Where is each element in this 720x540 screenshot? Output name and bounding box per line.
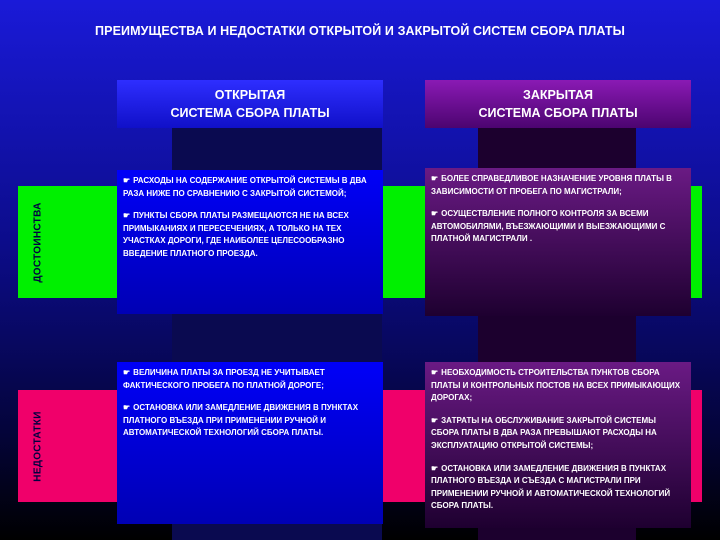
- list-item: [431, 208, 685, 246]
- list-item-text: ОСТАНОВКА ИЛИ ЗАМЕДЛЕНИЕ ДВИЖЕНИЯ В ПУНКТАХ ПЛАТНОГО ВЪЕЗДА И СЪЕЗДА С МАГИСТРАЛИ ПРИ ПРИМЕНЕНИИ РУЧНОЙ И АВТОМАТИЧЕСКОЙ ТЕХНОЛОГИЙ СБОРА ПЛАТЫ.: [431, 463, 671, 511]
- closed-column-connector: [478, 126, 636, 170]
- pointing-hand-icon: ☛: [123, 211, 131, 221]
- list-item-text: ЗАТРАТЫ НА ОБСЛУЖИВАНИЕ ЗАКРЫТОЙ СИСТЕМЫ СБОРА ПЛАТЫ В ДВА РАЗА ПРЕВЫШАЮТ РАСХОДЫ НА ЭКСПЛУАТАЦИЮ ОТКРЫТОЙ СИСТЕМЫ;: [431, 415, 657, 450]
- list-item-text: ОСУЩЕСТВЛЕНИЕ ПОЛНОГО КОНТРОЛЯ ЗА ВСЕМИ АВТОМОБИЛЯМИ, ВЪЕЗЖАЮЩИМИ И ВЫЕЗЖАЮЩИМИ С ПЛАТНОЙ МАГИСТРАЛИ .: [431, 209, 666, 244]
- closed-system-title: ЗАКРЫТАЯ: [523, 88, 593, 102]
- pointing-hand-icon: ☛: [123, 403, 131, 413]
- list-item: [123, 210, 377, 260]
- open-column-connector: [172, 126, 382, 170]
- list-item-text: НЕОБХОДИМОСТЬ СТРОИТЕЛЬСТВА ПУНКТОВ СБОРА ПЛАТЫ И КОНТРОЛЬНЫХ ПОСТОВ НА ВСЕХ ПРИМЫКАЮЩИХ ДОРОГАХ;: [431, 368, 681, 403]
- open-system-header: [117, 80, 383, 128]
- list-item-text: ОСТАНОВКА ИЛИ ЗАМЕДЛЕНИЕ ДВИЖЕНИЯ В ПУНКТАХ ПЛАТНОГО ВЪЕЗДА ПРИ ПРИМЕНЕНИИ РУЧНОЙ И АВТОМАТИЧЕСКОЙ ТЕХНОЛОГИЙ СБОРА ПЛАТЫ.: [123, 403, 359, 438]
- closed-advantages-box: [425, 168, 691, 316]
- list-item: [123, 367, 377, 392]
- list-item: [123, 175, 377, 200]
- closed-disadvantages-box: [425, 362, 691, 528]
- open-system-subtitle: СИСТЕМА СБОРА ПЛАТЫ: [170, 106, 330, 120]
- pointing-hand-icon: ☛: [431, 368, 439, 377]
- closed-system-header: [425, 80, 691, 128]
- list-item: [123, 402, 377, 440]
- advantages-label: ДОСТОИНСТВА: [32, 201, 44, 283]
- open-disadvantages-box: [117, 362, 383, 524]
- list-item: [431, 173, 685, 198]
- open-column-connector: [172, 524, 382, 540]
- list-item-text: БОЛЕЕ СПРАВЕДЛИВОЕ НАЗНАЧЕНИЕ УРОВНЯ ПЛАТЫ В ЗАВИСИМОСТИ ОТ ПРОБЕГА ПО МАГИСТРАЛИ;: [431, 174, 672, 196]
- disadvantages-label-container: [20, 390, 56, 502]
- list-item-text: РАСХОДЫ НА СОДЕРЖАНИЕ ОТКРЫТОЙ СИСТЕМЫ В ДВА РАЗА НИЖЕ ПО СРАВНЕНИЮ С ЗАКРЫТОЙ СИСТЕМОЙ;: [123, 176, 367, 198]
- slide-title: ПРЕИМУЩЕСТВА И НЕДОСТАТКИ ОТКРЫТОЙ И ЗАКРЫТОЙ СИСТЕМ СБОРА ПЛАТЫ: [95, 24, 625, 38]
- list-item: [431, 367, 685, 405]
- pointing-hand-icon: ☛: [123, 176, 131, 185]
- list-item: [431, 463, 685, 513]
- pointing-hand-icon: ☛: [123, 368, 131, 377]
- disadvantages-label: НЕДОСТАТКИ: [32, 410, 44, 482]
- closed-system-subtitle: СИСТЕМА СБОРА ПЛАТЫ: [478, 106, 638, 120]
- pointing-hand-icon: ☛: [431, 174, 439, 183]
- pointing-hand-icon: ☛: [431, 209, 439, 219]
- list-item-text: ПУНКТЫ СБОРА ПЛАТЫ РАЗМЕЩАЮТСЯ НЕ НА ВСЕХ ПРИМЫКАНИЯХ И ПЕРЕСЕЧЕНИЯХ, А ТОЛЬКО НА ТЕХ УЧАСТКАХ ДОРОГИ, ГДЕ НАИБОЛЕЕ ЦЕЛЕСООБРАЗНО ВВЕДЕНИЕ ПЛАТНОГО ПРОЕЗДА.: [123, 211, 349, 258]
- closed-column-connector: [478, 314, 636, 362]
- list-item: [431, 415, 685, 453]
- open-advantages-box: [117, 170, 383, 314]
- open-system-title: ОТКРЫТАЯ: [214, 88, 286, 102]
- list-item-text: ВЕЛИЧИНА ПЛАТЫ ЗА ПРОЕЗД НЕ УЧИТЫВАЕТ ФАКТИЧЕСКОГО ПРОБЕГА ПО ПЛАТНОЙ ДОРОГЕ;: [123, 368, 325, 390]
- advantages-label-container: [20, 186, 56, 298]
- pointing-hand-icon: ☛: [431, 415, 439, 425]
- pointing-hand-icon: ☛: [431, 463, 439, 473]
- open-column-connector: [172, 314, 382, 362]
